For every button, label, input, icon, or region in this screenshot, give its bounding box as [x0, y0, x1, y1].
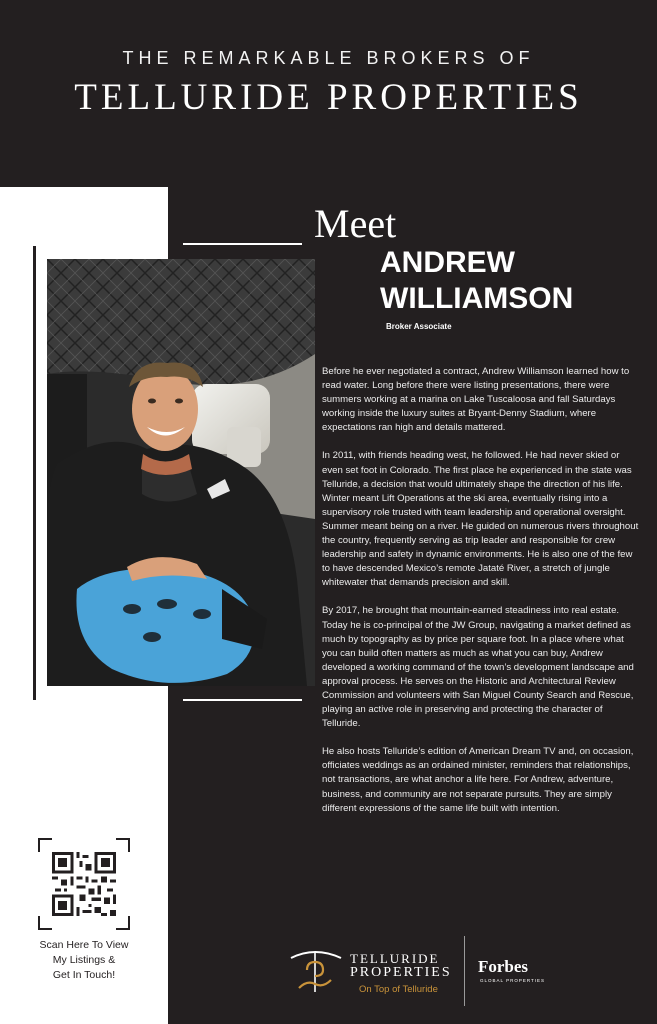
- partner-logo: Forbes: [478, 957, 529, 976]
- rule-bottom: [183, 699, 302, 701]
- qr-line: Get In Touch!: [52, 969, 116, 981]
- rule-top: [183, 243, 302, 245]
- bio-paragraph: Before he ever negotiated a contract, Andrew Williamson learned how to read water. Long before there were listing presentations, there were summers working at a marina on Lake Tuscaloosa and fall Saturdays working inside the luxury suites at Bryant-Denny Stadium, where expectations ran high and details mattered.: [322, 366, 630, 434]
- qr-instructions: [0, 938, 168, 983]
- header-kicker: THE REMARKABLE BROKERS OF: [122, 48, 535, 68]
- bio-text: [322, 365, 640, 830]
- bio-paragraph: By 2017, he brought that mountain-earned steadiness into real estate. Today he is co-principal of the JW Group, navigating a market defined as much by topography as by price per square foot. In a place where what you can build often matters as much as what you can buy, Andrew developed a working command of the town’s development landscape and approval process. He serves on the Historic and Architectural Review Commission and volunteers with San Miguel County Search and Rescue, playing an active role in preserving and protecting the character of Telluride.: [322, 605, 634, 730]
- qr-line: Scan Here To View: [39, 939, 129, 951]
- vertical-rule: [33, 246, 36, 700]
- broker-first-name: ANDREW: [380, 246, 515, 279]
- brand-name-line1: TELLURIDE: [350, 951, 440, 966]
- footer-divider: [464, 936, 465, 1006]
- telluride-pickaxe-logo-icon: [285, 944, 345, 996]
- brand-tagline: On Top of Telluride: [359, 984, 438, 995]
- broker-last-name: WILLIAMSON: [380, 282, 574, 315]
- broker-photo: [47, 259, 315, 686]
- header-title: TELLURIDE PROPERTIES: [74, 77, 583, 118]
- qr-code-frame[interactable]: [38, 838, 130, 930]
- qr-line: My Listings &: [52, 954, 116, 966]
- qr-code-icon[interactable]: [52, 852, 116, 916]
- meet-heading: Meet: [314, 201, 397, 246]
- partner-subtitle: GLOBAL PROPERTIES: [480, 978, 546, 983]
- broker-role: Broker Associate: [386, 322, 452, 331]
- bio-paragraph: In 2011, with friends heading west, he followed. He had never skied or even set foot in Colorado. The first place he experienced in the state was Telluride, a decision that would ultimately shape the direction of his life. Winter meant Lift Operations at the ski area, eventually rising into a supervisory role trusted with team leadership and operational oversight. Summer meant being on a river. He guided on numerous rivers throughout the country, frequently serving as trip leader and responsible for crew leadership and safety in dynamic environments. He is also one of the few to have descended Mexico’s remote Jataté River, a stretch of jungle whitewater that demands precision and skill.: [322, 450, 639, 589]
- bio-paragraph: He also hosts Telluride’s edition of American Dream TV and, on occasion, officiates weddings as an ordained minister, reminders that relationships, not transactions, are what anchor a life here. For Andrew, adventure, business, and community are not separate pursuits. They are simply different expressions of the same life built with intention.: [322, 746, 634, 814]
- brand-name-line2: PROPERTIES: [350, 965, 452, 980]
